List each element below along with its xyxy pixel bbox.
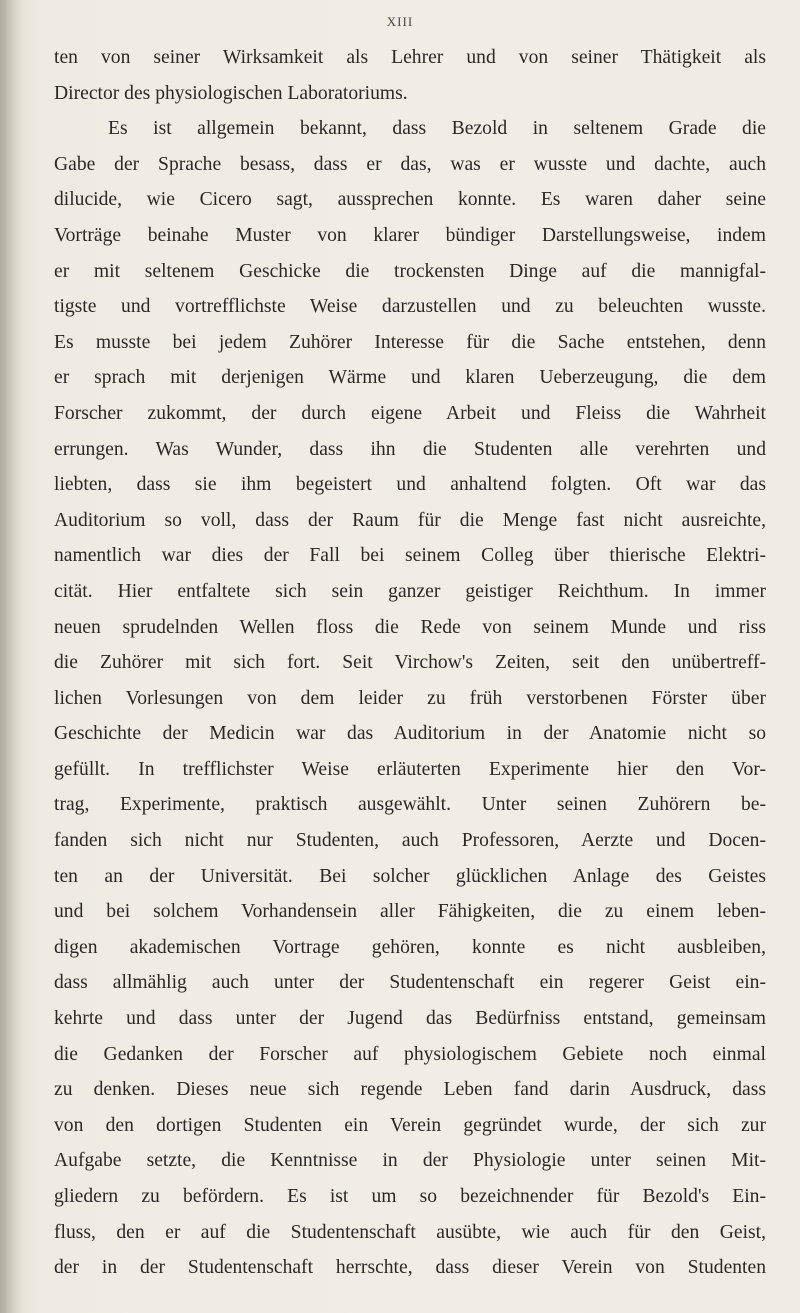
text-line: Es musste bei jedem Zuhörer Interesse für die Sache entstehen, denn [54, 331, 766, 353]
text-line: Es ist allgemein bekannt, dass Bezold in seltenem Grade die [108, 118, 766, 140]
text-line: Aufgabe setzte, die Kenntnisse in der Physiologie unter seinen Mit- [54, 1150, 766, 1172]
text-line: der in der Studentenschaft herrschte, dass dieser Verein von Studenten [54, 1257, 766, 1279]
text-line: gefüllt. In trefflichster Weise erläuterten Experimente hier den Vor- [54, 758, 766, 780]
text-line: lichen Vorlesungen von dem leider zu früh verstorbenen Förster über [54, 687, 766, 709]
text-line: Vorträge beinahe Muster von klarer bündiger Darstellungsweise, indem [54, 224, 766, 246]
text-line: und bei solchem Vorhandensein aller Fähigkeiten, die zu einem leben- [54, 901, 766, 923]
text-line: zu denken. Dieses neue sich regende Leben fand darin Ausdruck, dass [54, 1079, 766, 1101]
text-line: Geschichte der Medicin war das Auditorium in der Anatomie nicht so [54, 723, 766, 745]
text-line: liebten, dass sie ihm begeistert und anhaltend folgten. Oft war das [54, 474, 766, 496]
gutter-shadow [0, 0, 22, 1313]
text-line: neuen sprudelnden Wellen floss die Rede von seinem Munde und riss [54, 616, 766, 638]
text-line: errungen. Was Wunder, dass ihn die Studenten alle verehrten und [54, 438, 766, 460]
text-line: fluss, den er auf die Studentenschaft ausübte, wie auch für den Geist, [54, 1221, 766, 1243]
text-line: Gabe der Sprache besass, dass er das, was er wusste und dachte, auch [54, 153, 766, 175]
text-line: Auditorium so voll, dass der Raum für die Menge fast nicht ausreichte, [54, 509, 766, 531]
text-line: Director des physiologischen Laboratoriums. [54, 82, 408, 104]
text-line: cität. Hier entfaltete sich sein ganzer geistiger Reichthum. In immer [54, 580, 766, 602]
body-text [54, 40, 766, 1286]
text-line: von den dortigen Studenten ein Verein gegründet wurde, der sich zur [54, 1114, 766, 1136]
text-line: die Gedanken der Forscher auf physiologischem Gebiete noch einmal [54, 1043, 766, 1065]
text-line: trag, Experimente, praktisch ausgewählt. Unter seinen Zuhörern be- [54, 794, 766, 816]
text-line: die Zuhörer mit sich fort. Seit Virchow's Zeiten, seit den unübertreff- [54, 652, 766, 674]
text-line: tigste und vortrefflichste Weise darzustellen und zu beleuchten wusste. [54, 296, 766, 318]
text-line: kehrte und dass unter der Jugend das Bedürfniss entstand, gemeinsam [54, 1008, 766, 1030]
text-line: ten an der Universität. Bei solcher glücklichen Anlage des Geistes [54, 865, 766, 887]
text-line: er sprach mit derjenigen Wärme und klaren Ueberzeugung, die dem [54, 367, 766, 389]
text-line: er mit seltenem Geschicke die trockensten Dinge auf die mannigfal- [54, 260, 766, 282]
page-number: XIII [386, 14, 414, 29]
text-line: dilucide, wie Cicero sagt, aussprechen konnte. Es waren daher seine [54, 189, 766, 211]
text-line: Forscher zukommt, der durch eigene Arbeit und Fleiss die Wahrheit [54, 402, 766, 424]
text-line: gliedern zu befördern. Es ist um so bezeichnender für Bezold's Ein- [54, 1186, 766, 1207]
text-line: dass allmählig auch unter der Studentenschaft ein regerer Geist ein- [54, 972, 766, 994]
text-line: namentlich war dies der Fall bei seinem Colleg über thierische Elektri- [54, 545, 766, 567]
text-line: ten von seiner Wirksamkeit als Lehrer und von seiner Thätigkeit als [54, 47, 766, 68]
text-line: digen akademischen Vortrage gehören, konnte es nicht ausbleiben, [54, 936, 766, 958]
text-line: fanden sich nicht nur Studenten, auch Professoren, Aerzte und Docen- [54, 830, 766, 852]
